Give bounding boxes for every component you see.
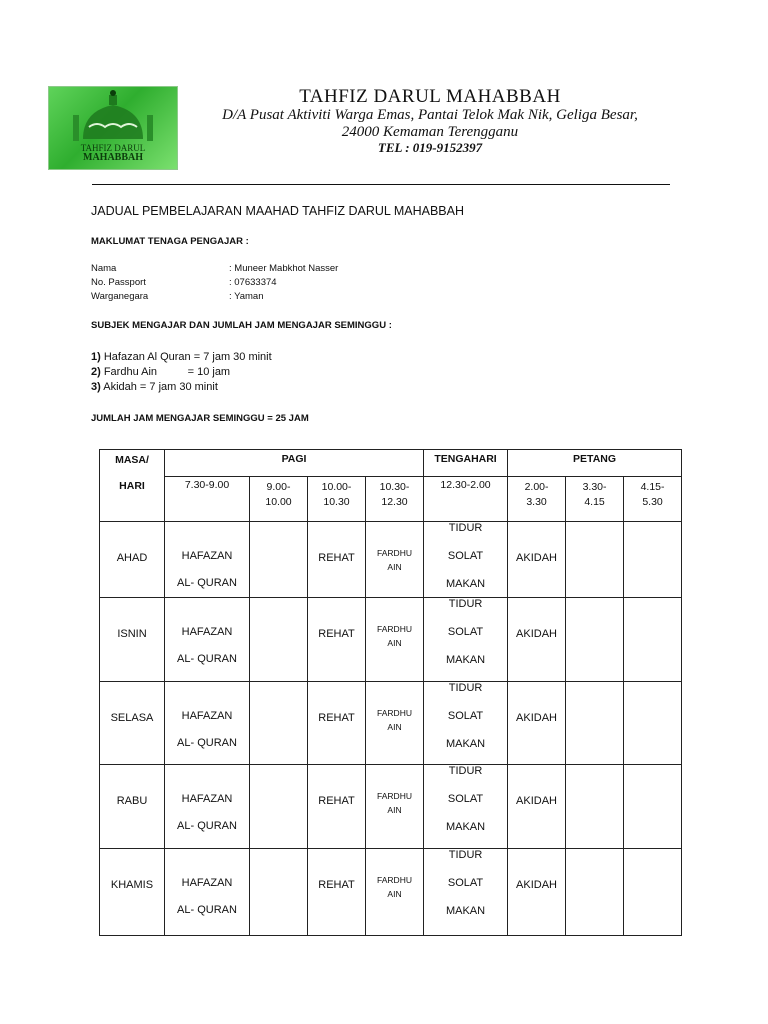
cell-rehat: REHAT: [308, 598, 366, 682]
cell-fardhu-ain: FARDHU AIN: [366, 765, 424, 849]
teacher-value-nationality: : Yaman: [229, 291, 264, 302]
cell-empty: [566, 849, 624, 936]
teacher-heading: MAKLUMAT TENAGA PENGAJAR :: [91, 236, 249, 247]
time-slot: 10.30- 12.30: [366, 477, 424, 522]
logo-text-line2: MAHABBAH: [83, 152, 143, 163]
cell-akidah: AKIDAH: [508, 765, 566, 849]
cell-akidah: AKIDAH: [508, 522, 566, 598]
subject-item-3: 3) Akidah = 7 jam 30 minit: [91, 381, 218, 393]
cell-empty: [624, 598, 682, 682]
header-petang: PETANG: [508, 450, 682, 477]
cell-empty: [250, 598, 308, 682]
address-line1: D/A Pusat Aktiviti Warga Emas, Pantai Telok Mak Nik, Geliga Besar,: [222, 107, 638, 123]
day-name: RABU: [100, 765, 165, 849]
cell-rehat: REHAT: [308, 849, 366, 936]
time-slot-row: [100, 477, 682, 522]
subject-item-1: 1) Hafazan Al Quran = 7 jam 30 minit: [91, 351, 272, 363]
cell-hafazan: HAFAZAN AL- QURAN: [165, 598, 250, 682]
time-slot: 10.00- 10.30: [308, 477, 366, 522]
document-title: JADUAL PEMBELAJARAN MAAHAD TAHFIZ DARUL MAHABBAH: [91, 204, 464, 218]
cell-rehat: REHAT: [308, 682, 366, 765]
cell-hafazan: HAFAZAN AL- QURAN: [165, 765, 250, 849]
cell-empty: [250, 682, 308, 765]
cell-empty: [566, 682, 624, 765]
cell-empty: [250, 522, 308, 598]
day-name: ISNIN: [100, 598, 165, 682]
cell-empty: [624, 522, 682, 598]
cell-empty: [566, 765, 624, 849]
day-name: KHAMIS: [100, 849, 165, 936]
time-slot: 2.00- 3.30: [508, 477, 566, 522]
cell-empty: [624, 849, 682, 936]
cell-hafazan: HAFAZAN AL- QURAN: [165, 682, 250, 765]
cell-akidah: AKIDAH: [508, 849, 566, 936]
cell-empty: [566, 522, 624, 598]
day-name: SELASA: [100, 682, 165, 765]
header-masa-hari: MASA/ HARI: [100, 450, 165, 522]
cell-fardhu-ain: FARDHU AIN: [366, 849, 424, 936]
header-divider: [92, 184, 670, 185]
subject-item-2: 2) Fardhu Ain = 10 jam: [91, 366, 231, 378]
day-row: [100, 849, 682, 936]
cell-rehat: REHAT: [308, 522, 366, 598]
telephone: TEL : 019-9152397: [377, 140, 483, 155]
cell-akidah: AKIDAH: [508, 682, 566, 765]
cell-fardhu-ain: FARDHU AIN: [366, 682, 424, 765]
logo-text-line1: TAHFIZ DARUL: [80, 143, 146, 153]
cell-akidah: AKIDAH: [508, 598, 566, 682]
header-pagi: PAGI: [165, 450, 424, 477]
cell-fardhu-ain: FARDHU AIN: [366, 522, 424, 598]
time-slot: 7.30-9.00: [165, 477, 250, 522]
total-hours: JUMLAH JAM MENGAJAR SEMINGGU = 25 JAM: [91, 413, 309, 424]
cell-hafazan: HAFAZAN AL- QURAN: [165, 849, 250, 936]
cell-tengahari: TIDUR SOLAT MAKAN: [424, 849, 508, 936]
cell-fardhu-ain: FARDHU AIN: [366, 598, 424, 682]
header-tengahari: TENGAHARI: [424, 450, 508, 477]
day-row: [100, 598, 682, 682]
day-row: [100, 765, 682, 849]
day-row: [100, 522, 682, 598]
address-line2: 24000 Kemaman Terengganu: [341, 124, 519, 140]
time-slot: 4.15- 5.30: [624, 477, 682, 522]
cell-rehat: REHAT: [308, 765, 366, 849]
cell-empty: [250, 765, 308, 849]
cell-empty: [624, 765, 682, 849]
cell-tengahari: TIDUR SOLAT MAKAN: [424, 522, 508, 598]
cell-empty: [566, 598, 624, 682]
time-slot: 9.00- 10.00: [250, 477, 308, 522]
schedule-table: [99, 449, 682, 936]
cell-tengahari: TIDUR SOLAT MAKAN: [424, 765, 508, 849]
teacher-label-nationality: Warganegara: [91, 291, 149, 302]
cell-empty: [250, 849, 308, 936]
day-row: [100, 682, 682, 765]
teacher-label-name: Nama: [91, 263, 117, 274]
cell-empty: [624, 682, 682, 765]
teacher-value-name: : Muneer Mabkhot Nasser: [229, 263, 339, 274]
school-name: TAHFIZ DARUL MAHABBAH: [299, 86, 561, 107]
time-slot: 3.30- 4.15: [566, 477, 624, 522]
school-logo: [48, 86, 178, 170]
subjects-heading: SUBJEK MENGAJAR DAN JUMLAH JAM MENGAJAR SEMINGGU :: [91, 320, 392, 331]
teacher-value-passport: : 07633374: [229, 277, 277, 288]
day-name: AHAD: [100, 522, 165, 598]
cell-hafazan: HAFAZAN AL- QURAN: [165, 522, 250, 598]
cell-tengahari: TIDUR SOLAT MAKAN: [424, 682, 508, 765]
cell-tengahari: TIDUR SOLAT MAKAN: [424, 598, 508, 682]
time-slot: 12.30-2.00: [424, 477, 508, 522]
teacher-label-passport: No. Passport: [91, 277, 146, 288]
